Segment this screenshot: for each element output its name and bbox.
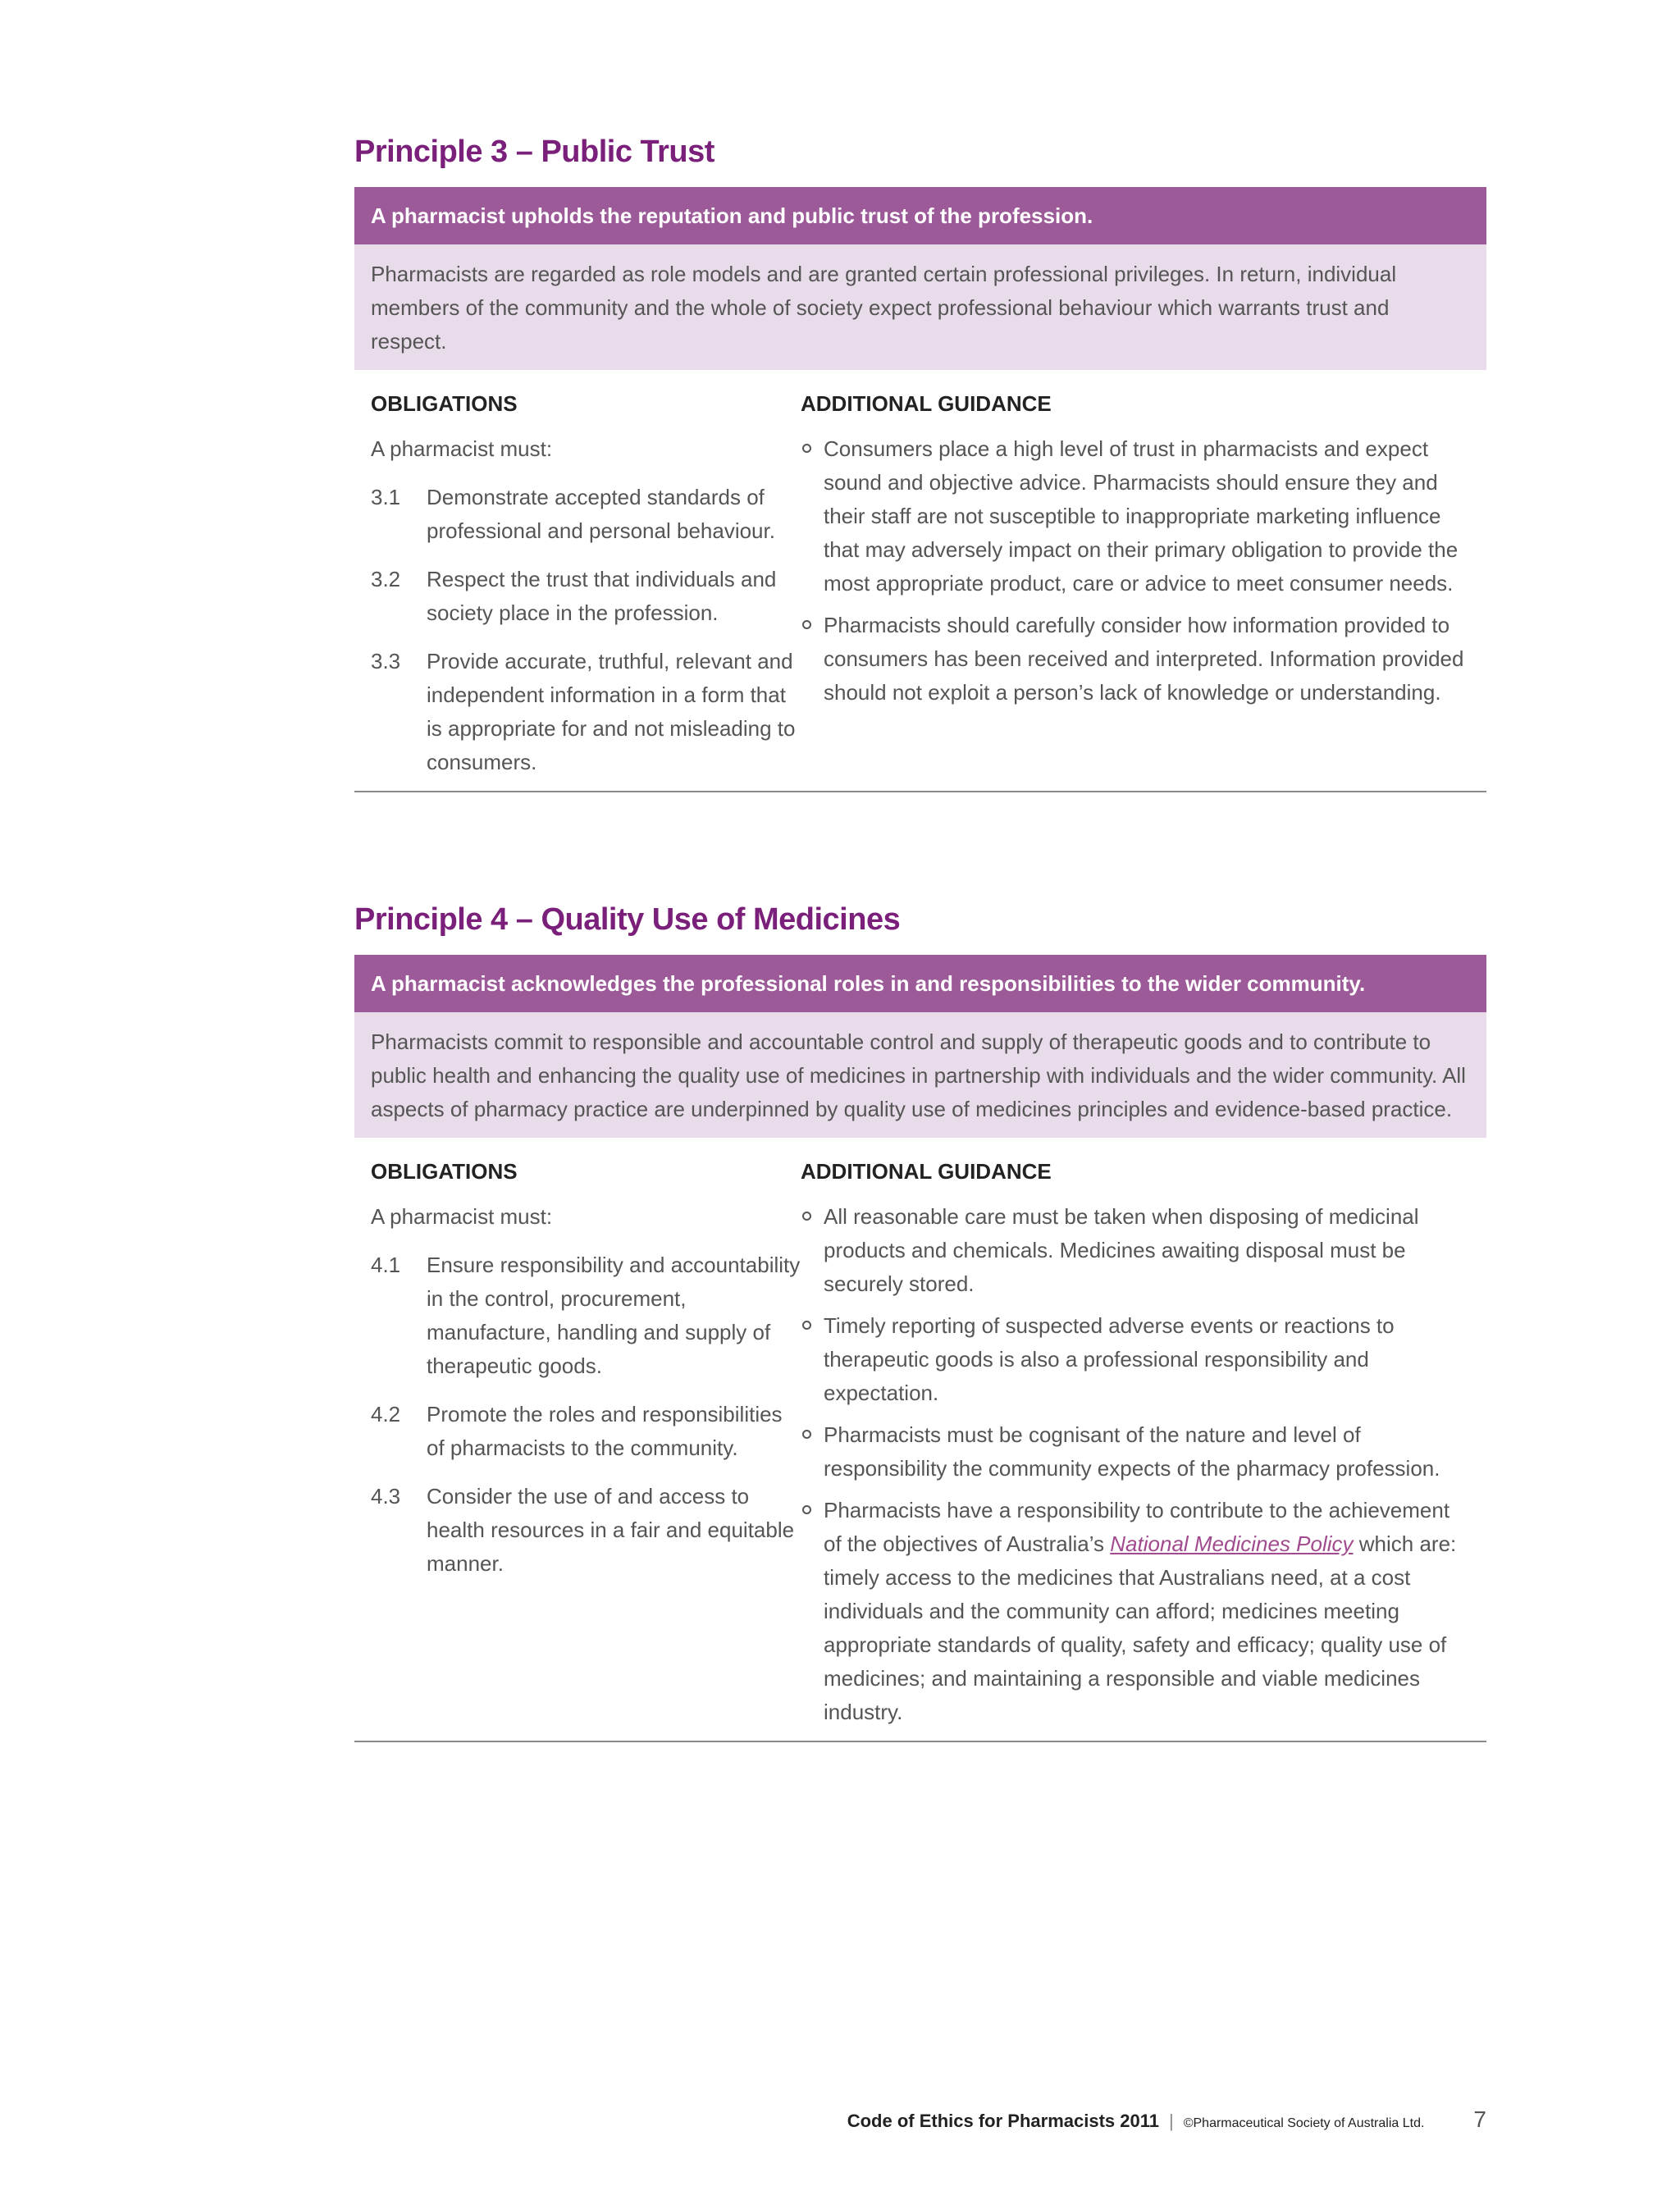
footer-copyright: ©Pharmaceutical Society of Australia Ltd. <box>1183 2116 1425 2130</box>
guidance-item <box>801 432 1470 600</box>
bullet-circle-icon <box>802 1321 811 1330</box>
bullet-circle-icon <box>802 1212 811 1221</box>
guidance-text-before-link: Pharmacists have a responsibility to contribute to the achievement of the objectives of Australia’s <box>824 1498 1450 1556</box>
bullet-circle-icon <box>802 1505 811 1514</box>
bullet-circle-icon <box>802 620 811 629</box>
obligations-lead: A pharmacist must: <box>371 1204 553 1229</box>
principle-4-title: Principle 4 – Quality Use of Medicines <box>354 902 901 937</box>
footer-separator: | <box>1168 2111 1174 2131</box>
principle-3-columns <box>354 370 1486 792</box>
guidance-text-after-link: which are: timely access to the medicines that Australians need, at a cost individuals and the community can afford; medicines meeting appropriate standards of quality, safety and efficacy; quality use of medicines; and maintaining a responsible and viable medicines industry. <box>824 1531 1457 1724</box>
obligations-heading: OBLIGATIONS <box>371 391 518 416</box>
guidance-item <box>801 609 1470 710</box>
obligation-text: Consider the use of and access to health resources in a fair and equitable manner. <box>427 1484 795 1576</box>
bullet-circle-icon <box>802 444 811 453</box>
obligation-text: Ensure responsibility and accountability in the control, procurement, manufacture, handling and supply of therapeutic goods. <box>427 1253 801 1378</box>
page-number: 7 <box>1473 2106 1486 2132</box>
principle-4-section <box>354 897 1486 1742</box>
guidance-text: Pharmacists must be cognisant of the nature and level of responsibility the community expects of the pharmacy profession. <box>824 1422 1440 1481</box>
principle-4-columns <box>354 1138 1486 1742</box>
obligations-lead: A pharmacist must: <box>371 436 553 461</box>
obligation-item <box>371 1398 801 1465</box>
obligations-column <box>371 1138 801 1741</box>
principle-4-banner: A pharmacist acknowledges the professional roles in and responsibilities to the wider community. <box>354 955 1486 1012</box>
guidance-text: All reasonable care must be taken when disposing of medicinal products and chemicals. Medicines awaiting disposal must be securely stored. <box>824 1204 1419 1296</box>
obligation-item <box>371 1480 801 1581</box>
guidance-column <box>801 1138 1470 1741</box>
principle-3-section <box>354 130 1486 792</box>
obligation-item <box>371 1248 801 1383</box>
guidance-text: Consumers place a high level of trust in pharmacists and expect sound and objective advice. Pharmacists should ensure they and their staff are not susceptible to inappropriate marketing influence that may adversely impact on their primary obligation to provide the most appropriate product, care or advice to meet consumer needs. <box>824 436 1459 596</box>
guidance-heading: ADDITIONAL GUIDANCE <box>801 391 1052 416</box>
principle-3-banner: A pharmacist upholds the reputation and public trust of the profession. <box>354 187 1486 244</box>
obligation-number: 4.3 <box>371 1484 401 1509</box>
guidance-list <box>801 1200 1470 1729</box>
footer-title: Code of Ethics for Pharmacists 2011 <box>847 2111 1159 2131</box>
obligation-number: 4.2 <box>371 1402 401 1426</box>
obligation-text: Promote the roles and responsibilities of pharmacists to the community. <box>427 1402 783 1460</box>
obligation-item <box>371 481 801 548</box>
obligation-number: 3.3 <box>371 649 401 673</box>
guidance-list <box>801 432 1470 710</box>
obligation-number: 4.1 <box>371 1253 401 1277</box>
guidance-text: Timely reporting of suspected adverse events or reactions to therapeutic goods is also a professional responsibility and expectation. <box>824 1313 1395 1405</box>
guidance-text: Pharmacists should carefully consider how information provided to consumers has been received and interpreted. Information provided should not exploit a person’s lack of knowledge or understanding. <box>824 613 1464 705</box>
obligation-text: Respect the trust that individuals and society place in the profession. <box>427 567 777 625</box>
obligations-column <box>371 370 801 791</box>
principle-4-intro: Pharmacists commit to responsible and accountable control and supply of therapeutic goods and to contribute to public health and enhancing the quality use of medicines in partnership with individuals and the wider community. All aspects of pharmacy practice are underpinned by quality use of medicines principles and evidence-based practice. <box>354 1012 1486 1138</box>
bullet-circle-icon <box>802 1430 811 1439</box>
principle-3-title: Principle 3 – Public Trust <box>354 135 714 169</box>
guidance-item <box>801 1200 1470 1301</box>
obligation-item <box>371 645 801 779</box>
guidance-item <box>801 1309 1470 1410</box>
guidance-item <box>801 1418 1470 1486</box>
obligation-number: 3.1 <box>371 485 401 509</box>
obligation-text: Provide accurate, truthful, relevant and independent information in a form that is appropriate for and not misleading to consumers. <box>427 649 796 774</box>
guidance-column <box>801 370 1470 791</box>
obligations-heading: OBLIGATIONS <box>371 1159 518 1184</box>
guidance-heading: ADDITIONAL GUIDANCE <box>801 1159 1052 1184</box>
page-footer <box>820 2106 1486 2133</box>
principle-3-intro: Pharmacists are regarded as role models and are granted certain professional privileges. In return, individual members of the community and the whole of society expect professional behaviour which warrants trust and respect. <box>354 244 1486 370</box>
obligation-text: Demonstrate accepted standards of professional and personal behaviour. <box>427 485 775 543</box>
obligation-number: 3.2 <box>371 567 401 591</box>
national-medicines-policy-link[interactable]: National Medicines Policy <box>1110 1531 1354 1556</box>
guidance-item <box>801 1494 1470 1729</box>
obligation-item <box>371 563 801 630</box>
